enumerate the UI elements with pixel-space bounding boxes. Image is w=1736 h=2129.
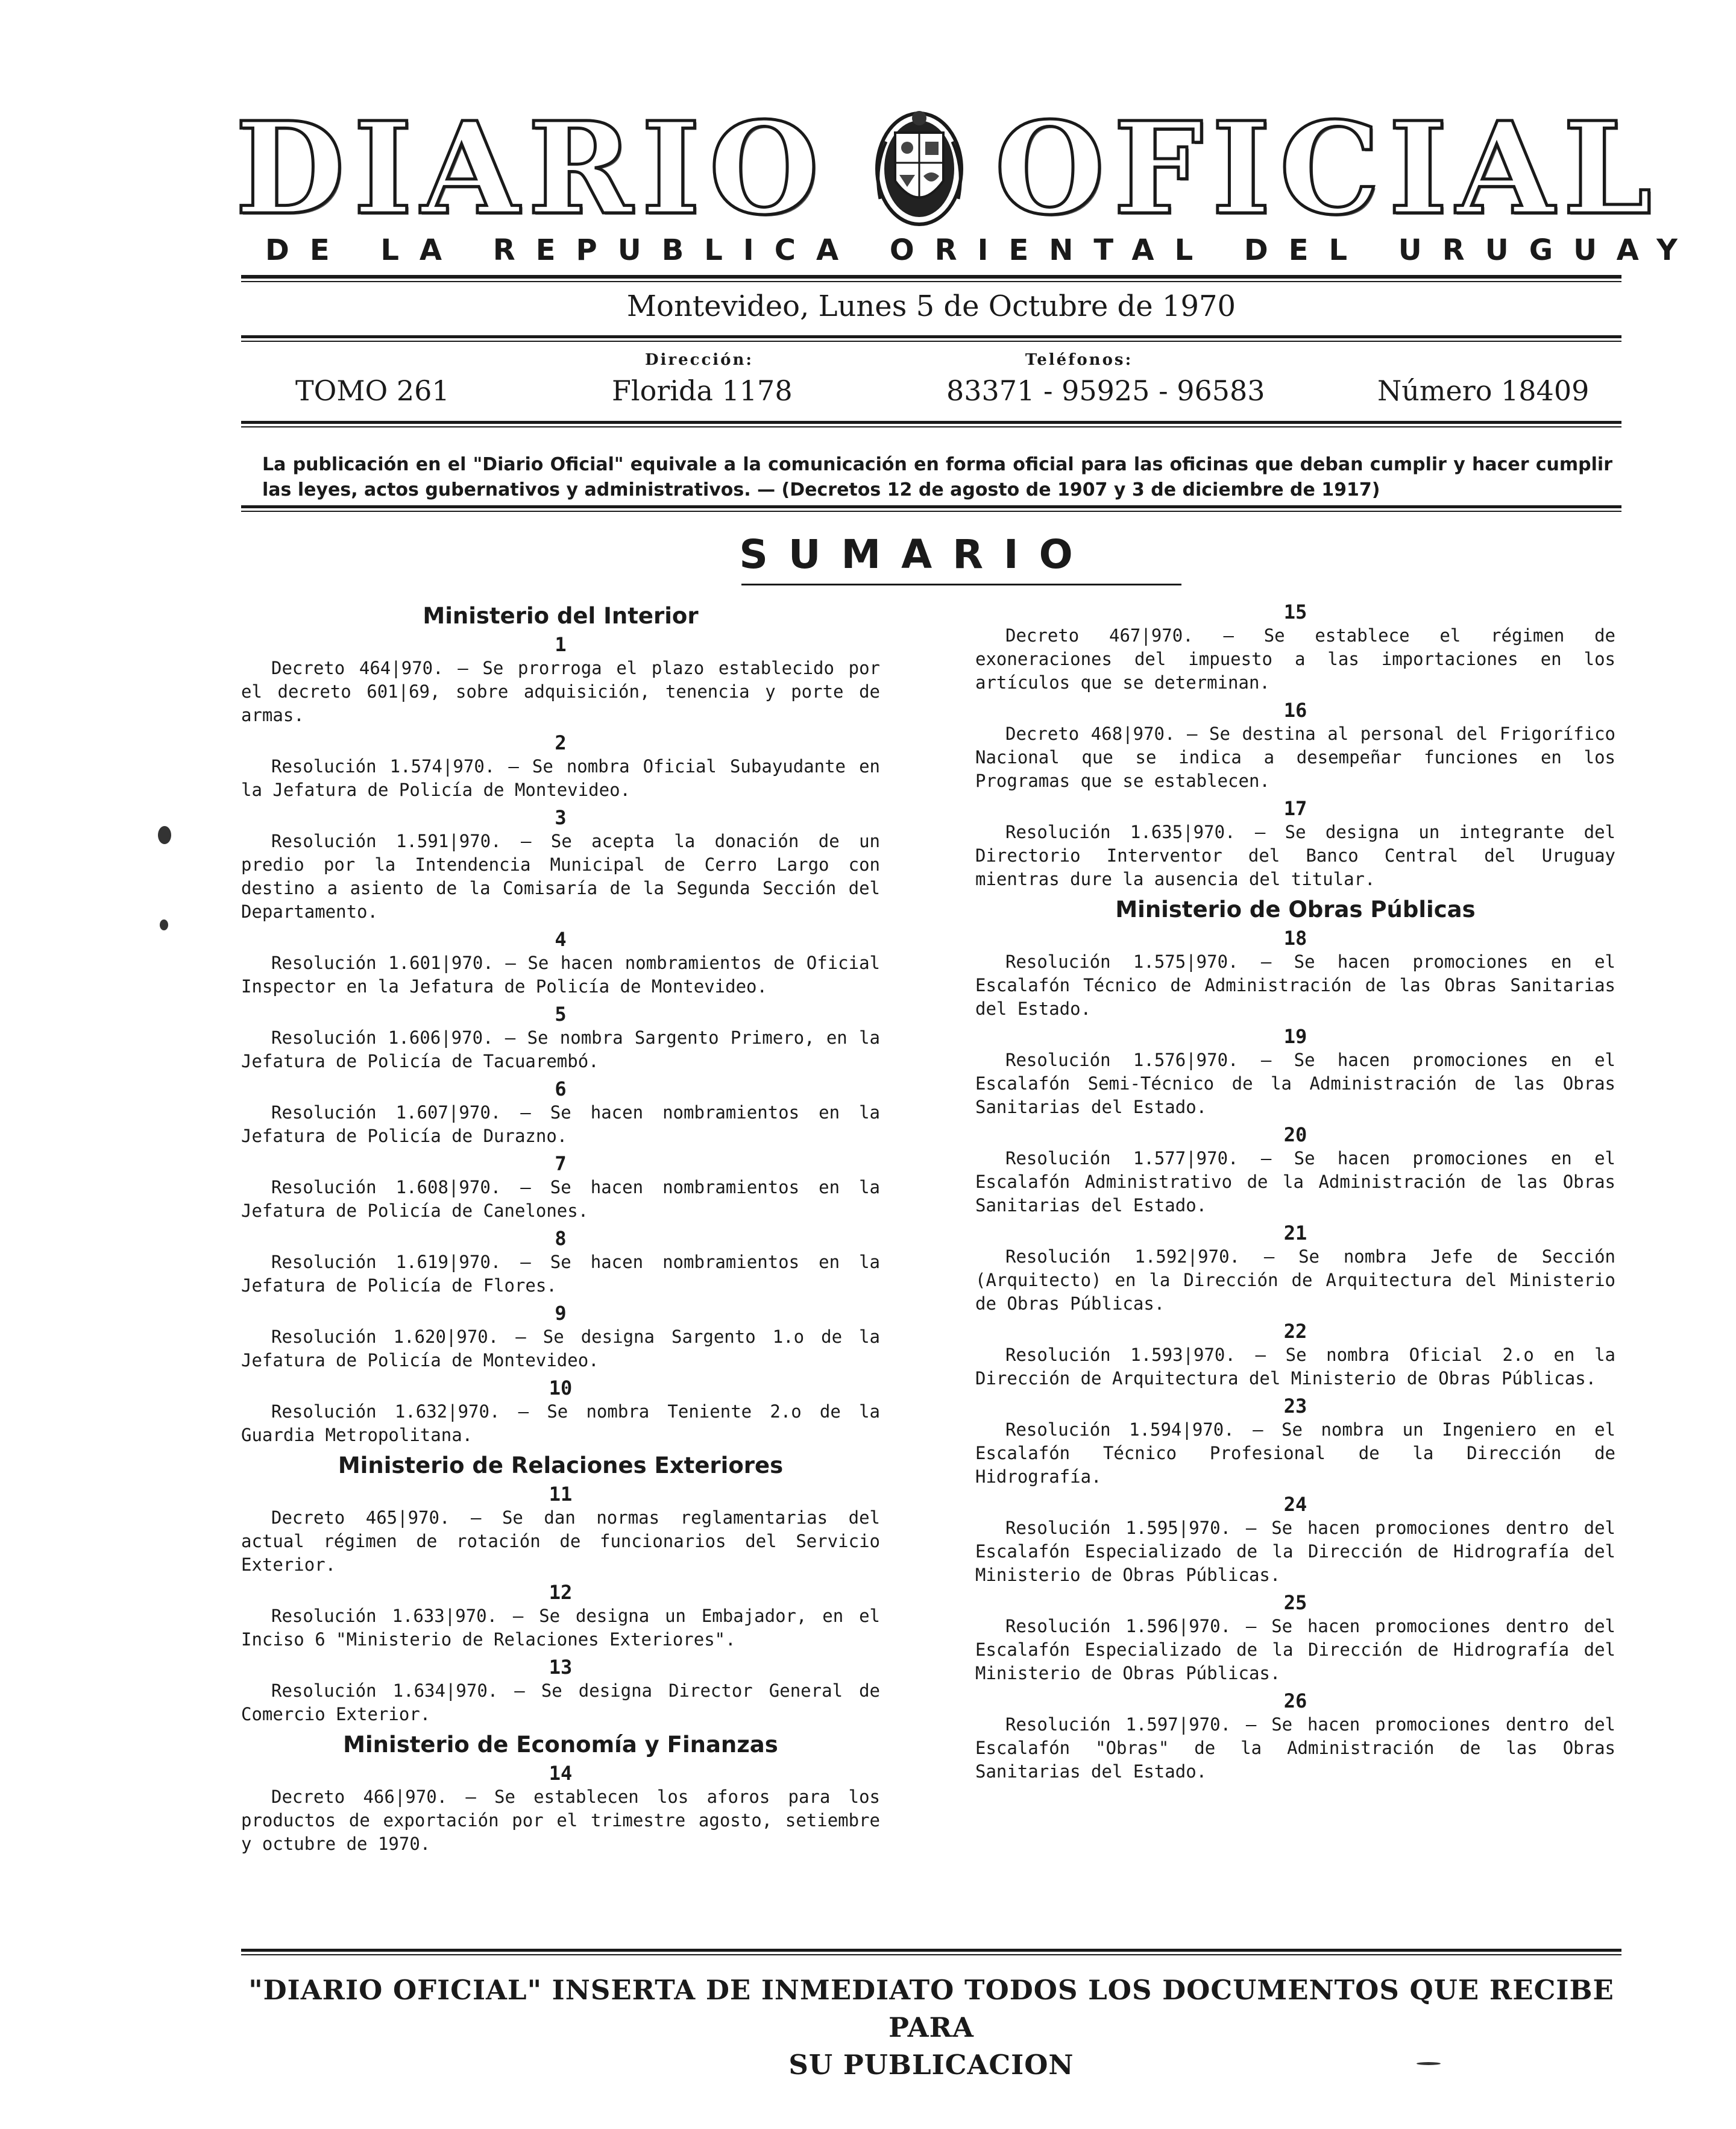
item-number: 25 [1283,1591,1307,1614]
summary-entry: Resolución 1.633|970. — Se designa un Embajador, en el Inciso 6 "Ministerio de Relaciones Exteriores". [241,1606,880,1650]
footer-notice [241,1972,1621,2084]
direccion-label: Dirección: [644,351,754,369]
item-number: 1 [555,633,567,656]
scan-speck [158,826,171,844]
item-number: 16 [1283,699,1307,722]
sumario-underline [741,584,1181,585]
summary-entry: Resolución 1.594|970. — Se nombra un Ingeniero en el Escalafón Técnico Profesional de la Dirección de Hidrografía. [975,1419,1615,1487]
telefonos-value: 83371 - 95925 - 96583 [946,374,1265,407]
divider [241,281,1621,282]
summary-entry: Resolución 1.619|970. — Se hacen nombramientos en la Jefatura de Policía de Flores. [241,1252,880,1296]
item-number: 9 [555,1302,567,1325]
footer-line-1: "DIARIO OFICIAL" INSERTA DE INMEDIATO TODOS LOS DOCUMENTOS QUE RECIBE PARA [248,1974,1614,2043]
divider [241,335,1621,338]
masthead-title-left: DIARIO [235,94,828,243]
masthead-title-right: OFICIAL [995,94,1661,243]
ministry-heading: Ministerio de Obras Públicas [1115,897,1476,923]
divider [241,1949,1621,1952]
item-number: 19 [1283,1025,1307,1048]
footer-line-2: SU PUBLICACION [788,2049,1074,2081]
summary-entry: Resolución 1.575|970. — Se hacen promociones en el Escalafón Técnico de Administración de las Obras Sanitarias del Estado. [975,951,1615,1019]
item-number: 14 [549,1762,573,1785]
divider [241,505,1621,508]
summary-entry: Decreto 468|970. — Se destina al personal del Frigorífico Nacional que se indica a desempeñar funciones en los Programas que se establecen. [975,724,1615,791]
summary-entry: Resolución 1.574|970. — Se nombra Oficial Subayudante en la Jefatura de Policía de Montevideo. [241,756,880,800]
item-number: 21 [1283,1222,1307,1244]
divider [241,275,1621,279]
item-number: 6 [555,1077,567,1100]
divider [241,421,1621,424]
scan-speck [1417,2062,1441,2065]
summary-entry: Resolución 1.595|970. — Se hacen promociones dentro del Escalafón Especializado de la Dirección de Hidrografía del Ministerio de Obras Públicas. [975,1518,1615,1585]
masthead [235,94,1661,243]
summary-entry: Resolución 1.632|970. — Se nombra Teniente 2.o de la Guardia Metropolitana. [241,1401,880,1445]
summary-entry: Resolución 1.596|970. — Se hacen promociones dentro del Escalafón Especializado de la Dirección de Hidrografía del Ministerio de Obras Públicas. [975,1616,1615,1683]
summary-entry: Resolución 1.597|970. — Se hacen promociones dentro del Escalafón "Obras" de la Administración de las Obras Sanitarias del Estado. [975,1714,1615,1782]
scan-speck [160,919,168,930]
ministry-heading: Ministerio del Interior [423,603,699,629]
summary-entry: Resolución 1.635|970. — Se designa un integrante del Directorio Interventor del Banco Central del Uruguay mientras dure la ausencia del titular. [975,822,1615,889]
divider [241,341,1621,342]
summary-column-right [975,600,1615,1787]
summary-entry: Resolución 1.593|970. — Se nombra Oficial 2.o en la Dirección de Arquitectura del Ministerio de Obras Públicas. [975,1345,1615,1389]
summary-entry: Resolución 1.607|970. — Se hacen nombramientos en la Jefatura de Policía de Durazno. [241,1102,880,1146]
item-number: 4 [555,928,567,951]
item-number: 11 [549,1483,573,1506]
summary-entry: Decreto 467|970. — Se establece el régimen de exoneraciones del impuesto a las importaciones en los artículos que se determinan. [975,625,1615,693]
issue-number: Número 18409 [1377,374,1590,407]
summary-entry: Resolución 1.591|970. — Se acepta la donación de un predio por la Intendencia Municipal de Cerro Largo con destino a asiento de la Comisaría de la Segunda Sección del Departamento. [241,831,880,922]
divider [241,426,1621,427]
sumario-heading: SUMARIO [739,531,1093,578]
item-number: 17 [1283,797,1307,820]
telefonos-label: Teléfonos: [1025,351,1133,369]
direccion-value: Florida 1178 [612,374,793,407]
summary-entry: Decreto 466|970. — Se establecen los aforos para los productos de exportación por el trimestre agosto, setiembre y octubre de 1970. [241,1787,880,1854]
item-number: 13 [549,1656,573,1679]
item-number: 26 [1283,1689,1307,1712]
masthead-subtitle: DE LA REPUBLICA ORIENTAL DEL URUGUAY [265,233,1698,267]
summary-entry: Resolución 1.634|970. — Se designa Director General de Comercio Exterior. [241,1680,880,1724]
item-number: 15 [1283,601,1307,623]
item-number: 7 [555,1152,567,1175]
summary-entry: Resolución 1.608|970. — Se hacen nombramientos en la Jefatura de Policía de Canelones. [241,1177,880,1221]
legal-notice: La publicación en el "Diario Oficial" equivale a la comunicación en forma oficial para las oficinas que deban cumplir y hacer cumplir las leyes, actos gubernativos y administrativos. — (Decretos 12 de agosto de 1907 y 3 de diciembre de 1917) [262,454,1612,500]
summary-entry: Resolución 1.620|970. — Se designa Sargento 1.o de la Jefatura de Policía de Montevideo. [241,1326,880,1370]
summary-entry: Resolución 1.592|970. — Se nombra Jefe de Sección (Arquitecto) en la Dirección de Arquitectura del Ministerio de Obras Públicas. [975,1246,1615,1314]
item-number: 24 [1283,1493,1307,1516]
item-number: 5 [555,1003,567,1026]
coat-of-arms-icon [862,109,976,229]
summary-column-left [241,600,880,1859]
ministry-heading: Ministerio de Economía y Finanzas [343,1732,778,1758]
item-number: 8 [555,1227,567,1250]
item-number: 10 [549,1377,573,1399]
item-number: 22 [1283,1320,1307,1343]
summary-entry: Decreto 464|970. — Se prorroga el plazo establecido por el decreto 601|69, sobre adquisición, tenencia y porte de armas. [241,658,880,725]
item-number: 23 [1283,1395,1307,1418]
summary-entry: Resolución 1.576|970. — Se hacen promociones en el Escalafón Semi-Técnico de la Administración de las Obras Sanitarias del Estado. [975,1050,1615,1117]
item-number: 3 [555,806,567,829]
summary-entry: Resolución 1.577|970. — Se hacen promociones en el Escalafón Administrativo de la Administración de las Obras Sanitarias del Estado. [975,1148,1615,1216]
summary-entry: Resolución 1.601|970. — Se hacen nombramientos de Oficial Inspector en la Jefatura de Policía de Montevideo. [241,953,880,997]
item-number: 18 [1283,927,1307,950]
ministry-heading: Ministerio de Relaciones Exteriores [338,1452,784,1478]
item-number: 2 [555,731,567,754]
item-number: 12 [549,1581,573,1604]
summary-entry: Resolución 1.606|970. — Se nombra Sargento Primero, en la Jefatura de Policía de Tacuarembó. [241,1027,880,1071]
date-line: Montevideo, Lunes 5 de Octubre de 1970 [626,289,1236,323]
item-number: 20 [1283,1123,1307,1146]
tomo-number: TOMO 261 [295,374,450,407]
divider [241,1954,1621,1955]
divider [241,511,1621,512]
summary-entry: Decreto 465|970. — Se dan normas reglamentarias del actual régimen de rotación de funcionarios del Servicio Exterior. [241,1507,880,1575]
